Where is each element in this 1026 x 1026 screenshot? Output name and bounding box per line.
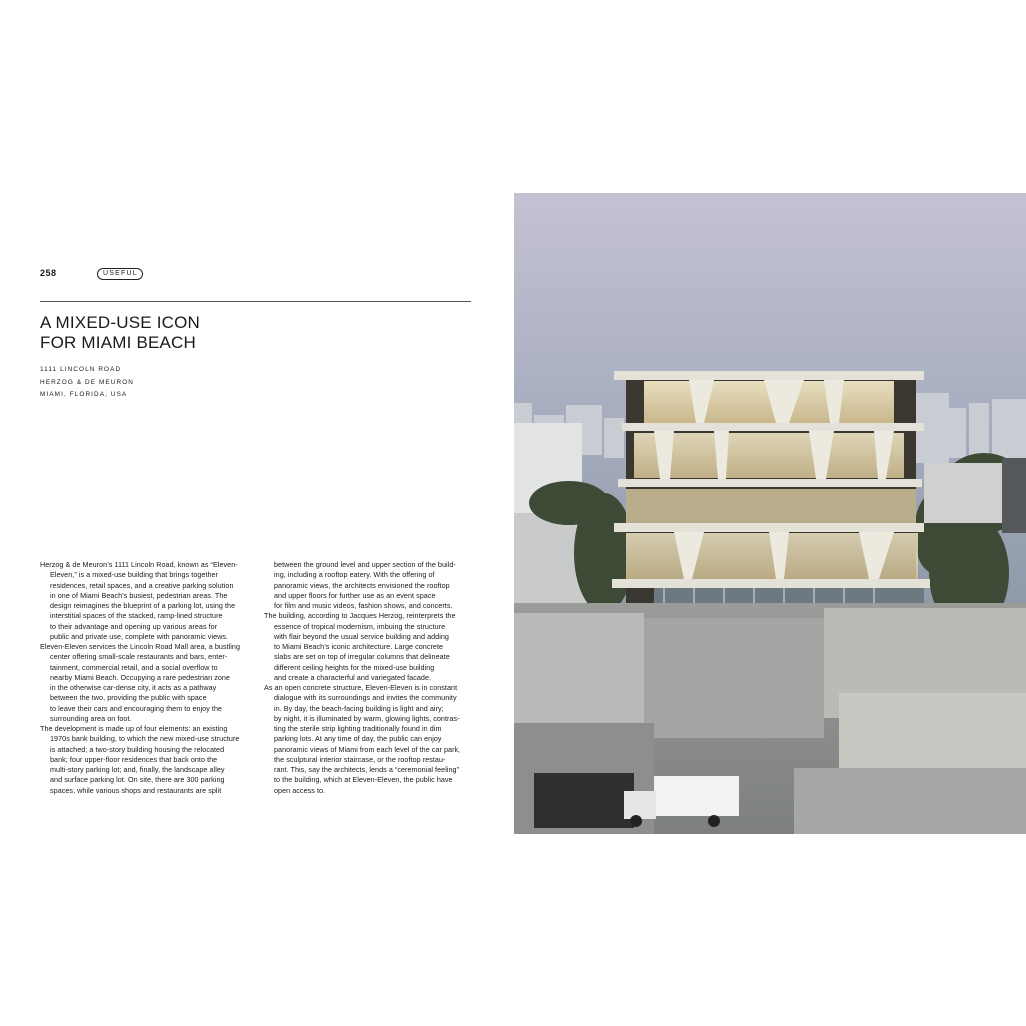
body-text-line: to Miami Beach’s iconic architecture. Large concrete	[274, 642, 444, 651]
body-text-line: surrounding area on foot.	[50, 713, 132, 723]
body-text-line: The development is made up of four elements: an existing	[40, 724, 228, 733]
body-text-line: design reimagines the blueprint of a parking lot, using the	[50, 601, 236, 610]
body-text-line: residences, retail spaces, and a creative parking solution	[50, 580, 234, 590]
body-text-line: panoramic views of Miami from each level of the car park,	[274, 744, 461, 754]
project-meta	[40, 364, 134, 402]
body-text-line: bank; four upper-floor residences that back onto the	[50, 754, 218, 764]
body-column-2	[264, 560, 476, 796]
body-text-line: to leave their cars and encouraging them to enjoy the	[50, 703, 223, 713]
section-badge: USEFUL	[97, 268, 143, 280]
building-photo	[514, 193, 1026, 834]
body-text-line: for film and music videos, fashion shows, and concerts.	[274, 601, 453, 610]
body-text-line: As an open concrete structure, Eleven-Eleven is in constant	[264, 683, 458, 692]
body-text-line: 1970s bank building, to which the new mixed-use structure	[50, 734, 240, 744]
meta-location: MIAMI, FLORIDA, USA	[40, 391, 128, 398]
body-text-line: and surface parking lot. On site, there are 300 parking	[50, 775, 225, 785]
body-column-1	[40, 560, 252, 796]
body-text-line: is attached; a two-story building housing the relocated	[50, 744, 225, 754]
body-text-line: panoramic views, the architects envisioned the rooftop	[274, 580, 450, 590]
body-text-line: essence of tropical modernism, imbuing the structure	[274, 621, 446, 631]
body-text-line: in. By day, the beach-facing building is light and airy;	[274, 703, 444, 713]
body-text-line: in the otherwise car-dense city, it acts as a pathway	[50, 683, 217, 692]
header-rule	[40, 301, 471, 302]
body-text-line: multi-story parking lot; and, finally, the landscape alley	[50, 765, 225, 774]
body-text-line: Herzog & de Meuron’s 1111 Lincoln Road, known as “Eleven-	[40, 560, 238, 569]
body-text-line: and create a characterful and variegated facade.	[274, 672, 432, 682]
body-text-line: The building, according to Jacques Herzog, reinterprets the	[264, 611, 456, 621]
body-text-line: ting the sterile strip lighting traditionally found in dim	[274, 724, 442, 733]
meta-architect: HERZOG & DE MEURON	[40, 378, 135, 386]
page-number: 258	[40, 268, 57, 278]
body-text-line: open access to.	[274, 785, 326, 795]
body-text-line: different ceiling heights for the mixed-use building	[274, 662, 435, 672]
article-title	[40, 313, 460, 353]
body-text-line: ing, including a rooftop eatery. With the offering of	[274, 570, 435, 580]
body-text-line: to the building, which at Eleven-Eleven, the public have	[274, 775, 453, 785]
rooftops	[514, 603, 1026, 834]
body-text-line: between the ground level and upper section of the build-	[274, 560, 456, 569]
body-text-line: Eleven-Eleven services the Lincoln Road Mall area, a bustling	[40, 642, 241, 651]
body-text-line: the sculptural interior staircase, or the rooftop restau-	[274, 754, 446, 764]
body-text-line: nearby Miami Beach. Occupying a rare pedestrian zone	[50, 672, 230, 682]
title-line-2: FOR MIAMI BEACH	[40, 333, 197, 352]
body-text-line: and upper floors for further use as an event space	[274, 590, 436, 600]
body-text-line: to their advantage and opening up various areas for	[50, 621, 218, 631]
body-text-line: dialogue with its surroundings and invites the community	[274, 693, 457, 703]
body-text-line: by night, it is illuminated by warm, glowing lights, contras-	[274, 713, 460, 723]
body-text-line: slabs are set on top of irregular columns that delineate	[274, 652, 450, 662]
body-text-line: public and private use, complete with panoramic views.	[50, 631, 229, 641]
title-line-1: A MIXED-USE ICON	[40, 313, 201, 332]
eleven-eleven-building	[612, 371, 930, 623]
body-text-line: in one of Miami Beach’s busiest, pedestrian areas. The	[50, 590, 228, 600]
body-text-line: interstitial spaces of the stacked, ramp-lined structure	[50, 611, 223, 621]
body-text-line: Eleven,” is a mixed-use building that brings together	[50, 570, 219, 580]
body-text-line: between the two, providing the public with space	[50, 693, 207, 703]
body-text-line: center offering small-scale restaurants and bars, enter-	[50, 652, 228, 662]
body-text-line: parking lots. At any time of day, the public can enjoy	[274, 734, 442, 744]
body-text-line: tainment, commercial retail, and a social overflow to	[50, 662, 218, 672]
body-text-line: spaces, while various shops and restaurants are split	[50, 785, 222, 795]
meta-address: 1111 LINCOLN ROAD	[40, 366, 122, 373]
body-text-line: rant. This, say the architects, lends a “ceremonial feeling”	[274, 765, 460, 774]
body-text-line: with flair beyond the usual service building and adding	[274, 631, 449, 641]
